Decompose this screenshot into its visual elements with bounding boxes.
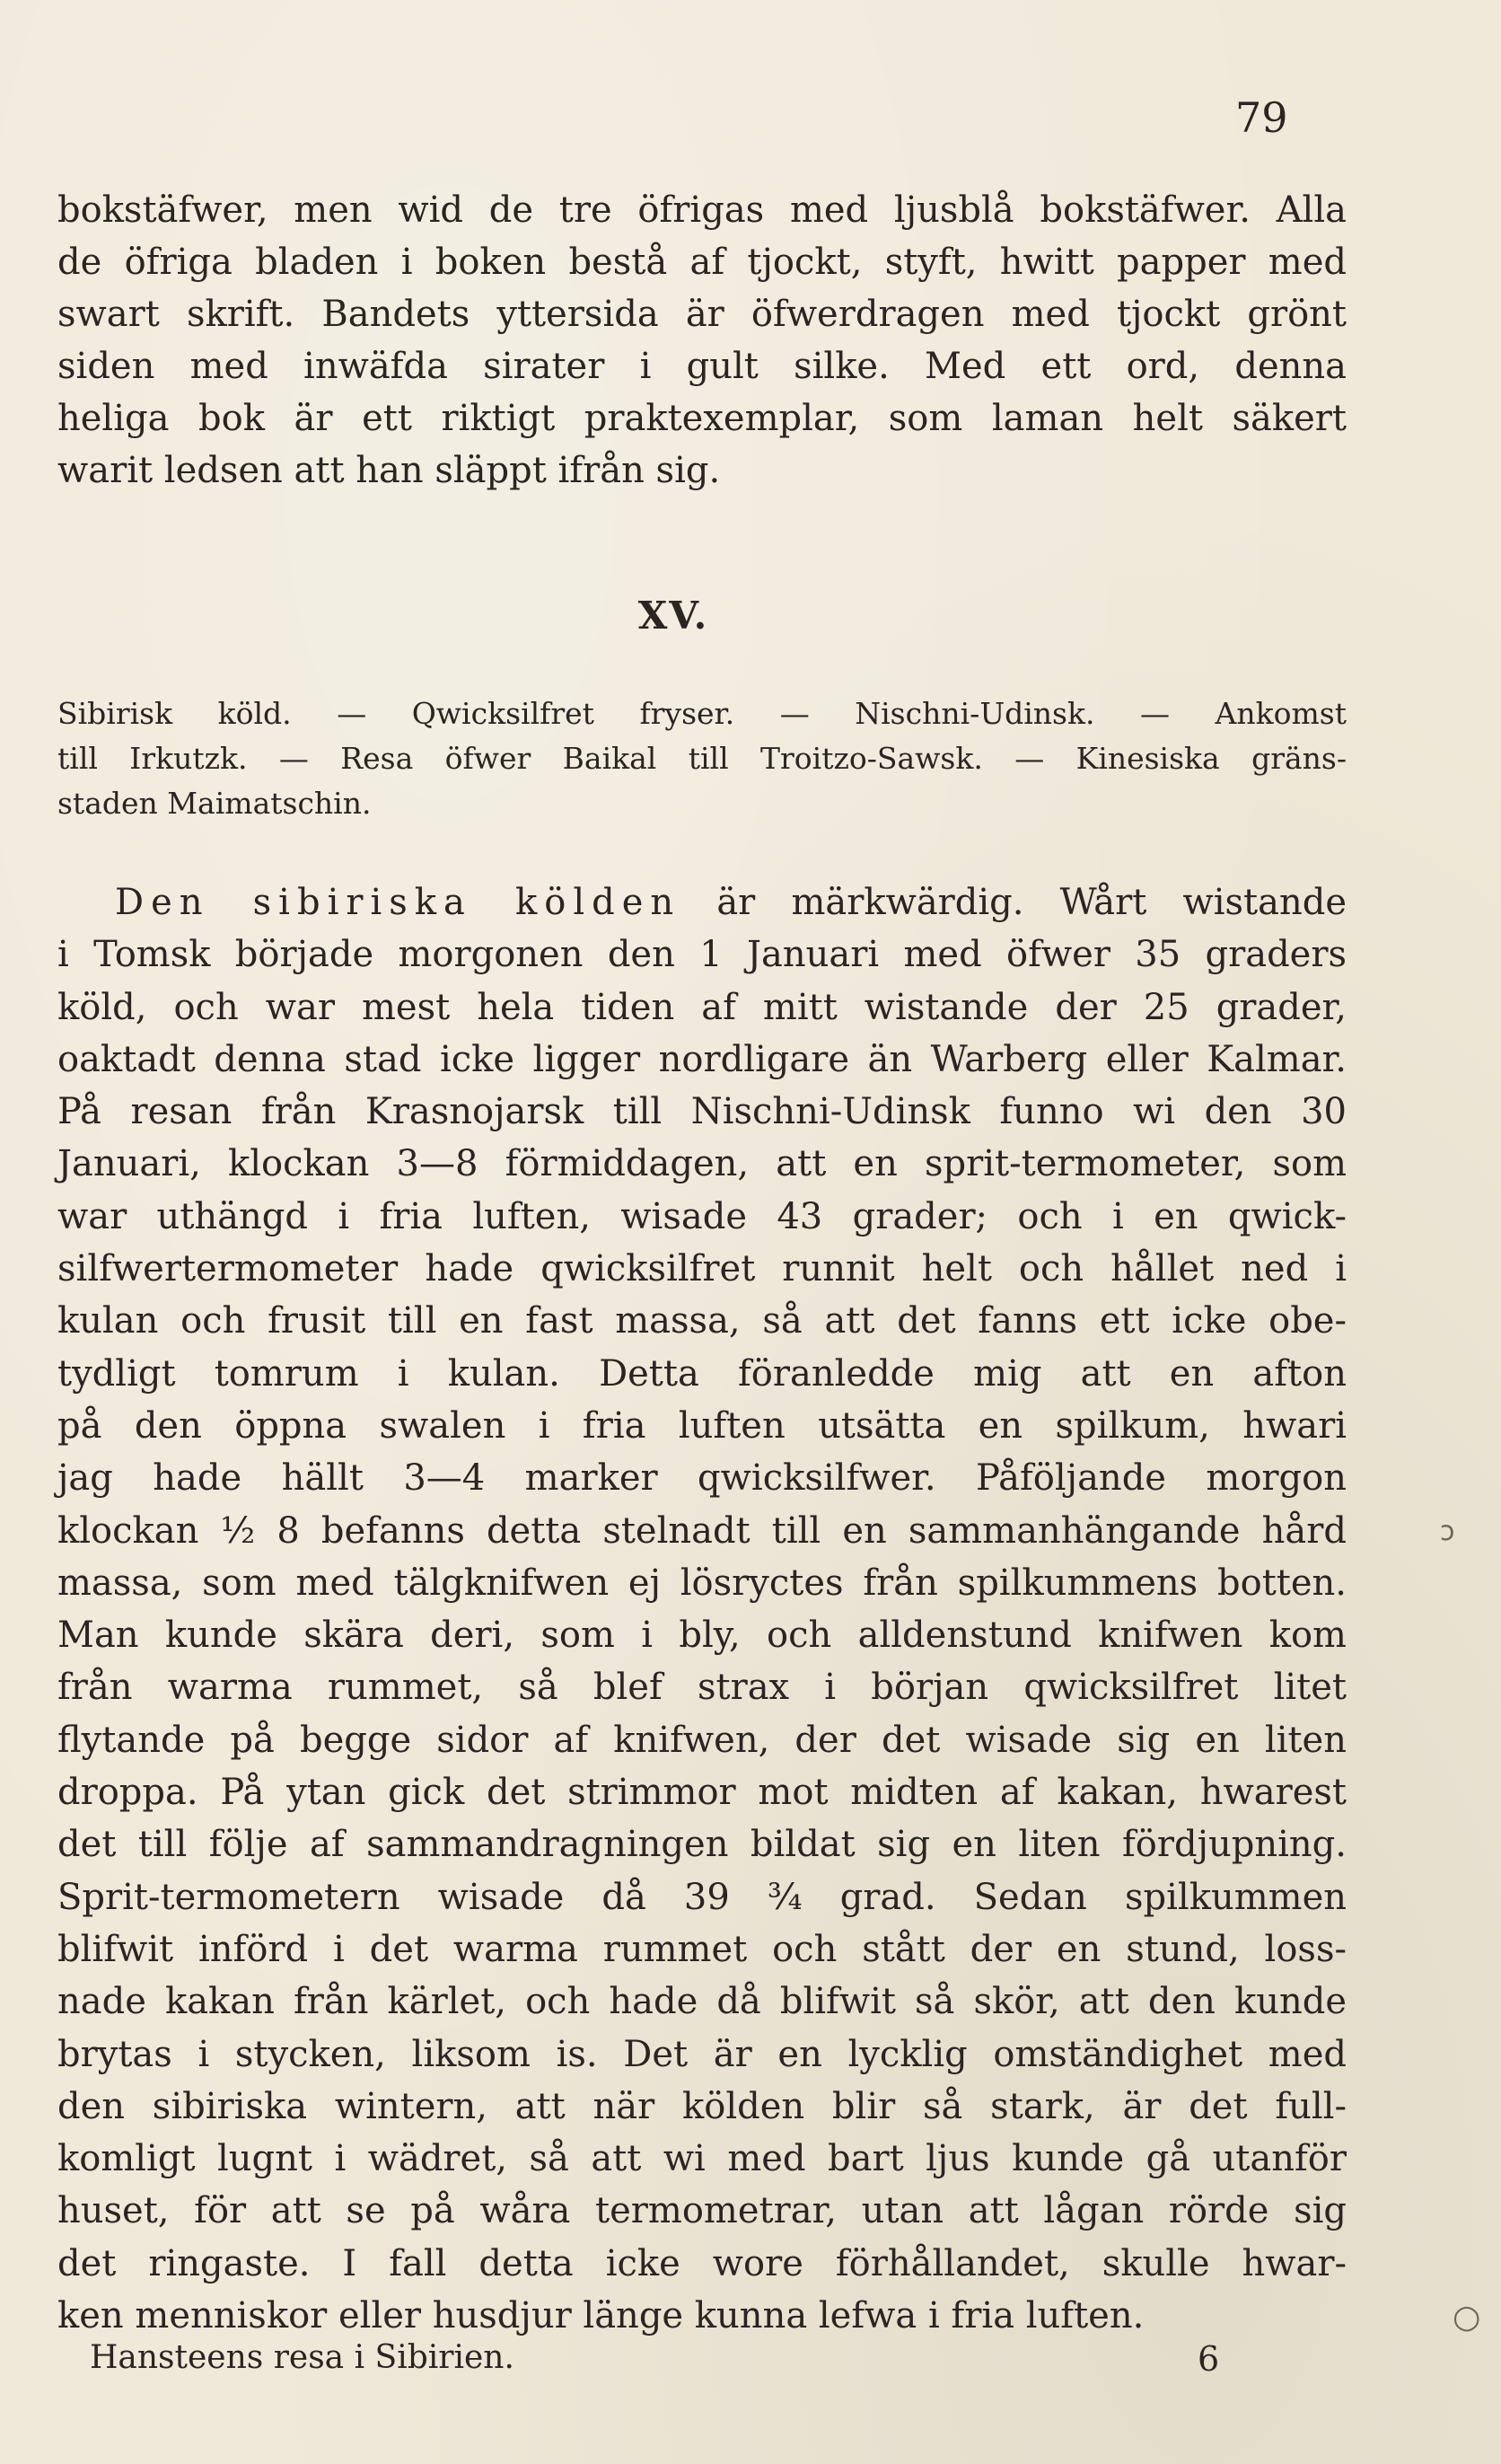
chapter-heading: XV.	[637, 594, 709, 638]
text-line: Januari, klockan 3—8 förmiddagen, att en sprit-termometer, som	[57, 1143, 1347, 1185]
summary-line: till Irkutzk. — Resa öfwer Baikal till Troitzo-Sawsk. — Kinesiska gräns-	[57, 741, 1347, 776]
text-line: silfwertermometer hade qwicksilfret runnit helt och hållet ned i	[57, 1248, 1347, 1290]
text-line: köld, och war mest hela tiden af mitt wistande der 25 grader,	[57, 986, 1347, 1028]
text-line: i Tomsk började morgonen den 1 Januari med öfwer 35 graders	[57, 934, 1347, 976]
text-line: brytas i stycken, liksom is. Det är en lycklig omständighet med	[57, 2033, 1347, 2075]
text-line: ken menniskor eller husdjur länge kunna lefwa i fria luften.	[57, 2295, 1145, 2337]
text-line: klockan ½ 8 befanns detta stelnadt till en sammanhängande hård	[57, 1509, 1347, 1552]
margin-pencil-mark-icon: ↄ	[1440, 1516, 1455, 1547]
chapter-summary	[57, 691, 1347, 826]
text-line: heliga bok är ett riktigt praktexemplar, som laman helt säkert	[57, 398, 1347, 439]
text-line: swart skrift. Bandets yttersida är öfwerdragen med tjockt grönt	[57, 294, 1347, 335]
text-line: Man kunde skära deri, som i bly, och alldenstund knifwen kom	[57, 1615, 1347, 1657]
text-line: jag hade hällt 3—4 marker qwicksilfwer. Påföljande morgon	[57, 1457, 1347, 1500]
spaced-opening-words: Den sibiriska kölden	[115, 882, 681, 923]
margin-circle-mark-icon: ○	[1453, 2299, 1481, 2336]
text-line: På resan från Krasnojarsk till Nischni-Udinsk funno wi den 30	[57, 1091, 1347, 1133]
text-line: Sprit-termometern wisade då 39 ¾ grad. Sedan spilkummen	[57, 1876, 1347, 1918]
text-line: kulan och frusit till en fast massa, så att det fanns ett icke obe-	[57, 1300, 1347, 1342]
text-line: warit ledsen att han släppt ifrån sig.	[57, 450, 721, 491]
text-line: det ringaste. I fall detta icke wore förhållandet, skulle hwar-	[57, 2242, 1347, 2284]
text-line: blifwit införd i det warma rummet och stått der en stund, loss-	[57, 1928, 1347, 1970]
text-line: oaktadt denna stad icke ligger nordligare än Warberg eller Kalmar.	[57, 1038, 1347, 1080]
summary-line: Sibirisk köld. — Qwicksilfret fryser. — Nischni-Udinsk. — Ankomst	[57, 696, 1347, 731]
text-line: tydligt tomrum i kulan. Detta föranledde mig att en afton	[57, 1352, 1347, 1395]
text-line	[57, 876, 1347, 928]
continued-paragraph	[57, 184, 1347, 497]
text-line: war uthängd i fria luften, wisade 43 grader; och i en qwick-	[57, 1195, 1347, 1237]
page-number: 79	[1235, 93, 1288, 142]
main-paragraph	[57, 876, 1347, 2342]
text-line: droppa. På ytan gick det strimmor mot midten af kakan, hwarest	[57, 1772, 1347, 1814]
text-line: de öfriga bladen i boken bestå af tjockt, styft, hwitt papper med	[57, 242, 1347, 283]
text-line: komligt lugnt i wädret, så att wi med bart ljus kunde gå utanför	[57, 2138, 1347, 2180]
text-line: massa, som med tälgknifwen ej lösryctes från spilkummens botten.	[57, 1562, 1347, 1604]
text-line: flytande på begge sidor af knifwen, der det wisade sig en liten	[57, 1719, 1347, 1761]
text-line: det till följe af sammandragningen bildat sig en liten fördjupning.	[57, 1824, 1347, 1866]
text-line: från warma rummet, så blef strax i början qwicksilfret litet	[57, 1667, 1347, 1709]
text-line: siden med inwäfda sirater i gult silke. Med ett ord, denna	[57, 346, 1347, 387]
text-line: nade kakan från kärlet, och hade då blifwit så skör, att den kunde	[57, 1981, 1347, 2023]
text-line: bokstäfwer, men wid de tre öfrigas med ljusblå bokstäfwer. Alla	[57, 189, 1347, 231]
summary-line: staden Maimatschin.	[57, 786, 372, 821]
running-footer: Hansteens resa i Sibirien.	[90, 2339, 514, 2376]
text-line: den sibiriska wintern, att när kölden blir så stark, är det full-	[57, 2085, 1347, 2127]
text-line: på den öppna swalen i fria luften utsätta en spilkum, hwari	[57, 1404, 1347, 1447]
text-line: huset, för att se på wåra termometrar, utan att lågan rörde sig	[57, 2190, 1347, 2232]
signature-number: 6	[1198, 2339, 1220, 2379]
first-line-rest: är märkwärdig. Wårt wistande	[680, 882, 1347, 923]
